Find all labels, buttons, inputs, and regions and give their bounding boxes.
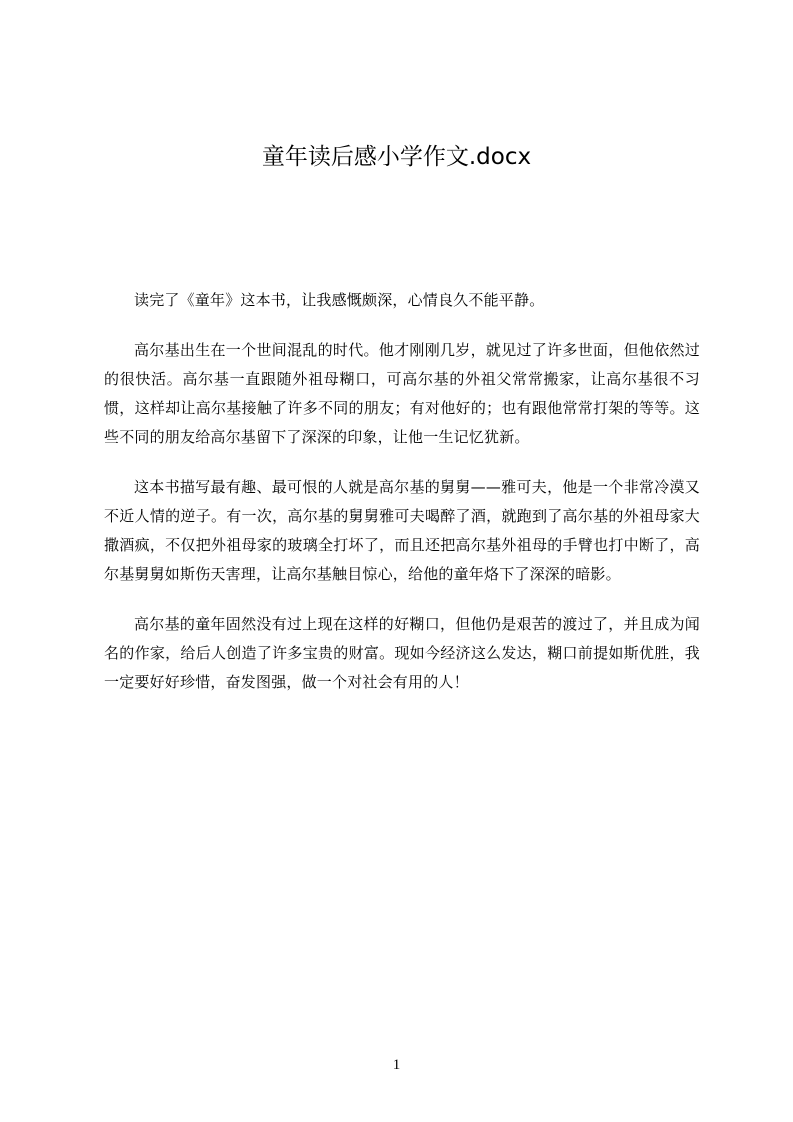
paragraph: 高尔基出生在一个世间混乱的时代。他才刚刚几岁，就见过了许多世面，但他依然过的很快活。高尔基一直跟随外祖母糊口，可高尔基的外祖父常常搬家，让高尔基很不习惯，这样却让高尔基接触了许多不同的朋友；有对他好的；也有跟他常常打架的等等。这些不同的朋友给高尔基留下了深深的印象，让他一生记忆犹新。 <box>104 341 700 446</box>
paragraph: 高尔基的童年固然没有过上现在这样的好糊口，但他仍是艰苦的渡过了，并且成为闻名的作家，给后人创造了许多宝贵的财富。现如今经济这么发达，糊口前提如斯优胜，我一定要好好珍惜，奋发图强，做一个对社会有用的人！ <box>104 615 700 691</box>
document-body <box>104 286 700 718</box>
document-title: 童年读后感小学作文.docx <box>261 144 532 170</box>
paragraph: 读完了《童年》这本书，让我感慨颇深，心情良久不能平静。 <box>134 291 545 309</box>
page-number: 1 <box>392 1057 401 1073</box>
paragraph: 这本书描写最有趣、最可恨的人就是高尔基的舅舅——雅可夫，他是一个非常冷漠又不近人情的逆子。有一次，高尔基的舅舅雅可夫喝醉了酒，就跑到了高尔基的外祖母家大撒酒疯，不仅把外祖母家的玻璃全打坏了，而且还把高尔基外祖母的手臂也打中断了，高尔基舅舅如斯伤天害理，让高尔基触目惊心，给他的童年烙下了深深的暗影。 <box>104 478 700 583</box>
